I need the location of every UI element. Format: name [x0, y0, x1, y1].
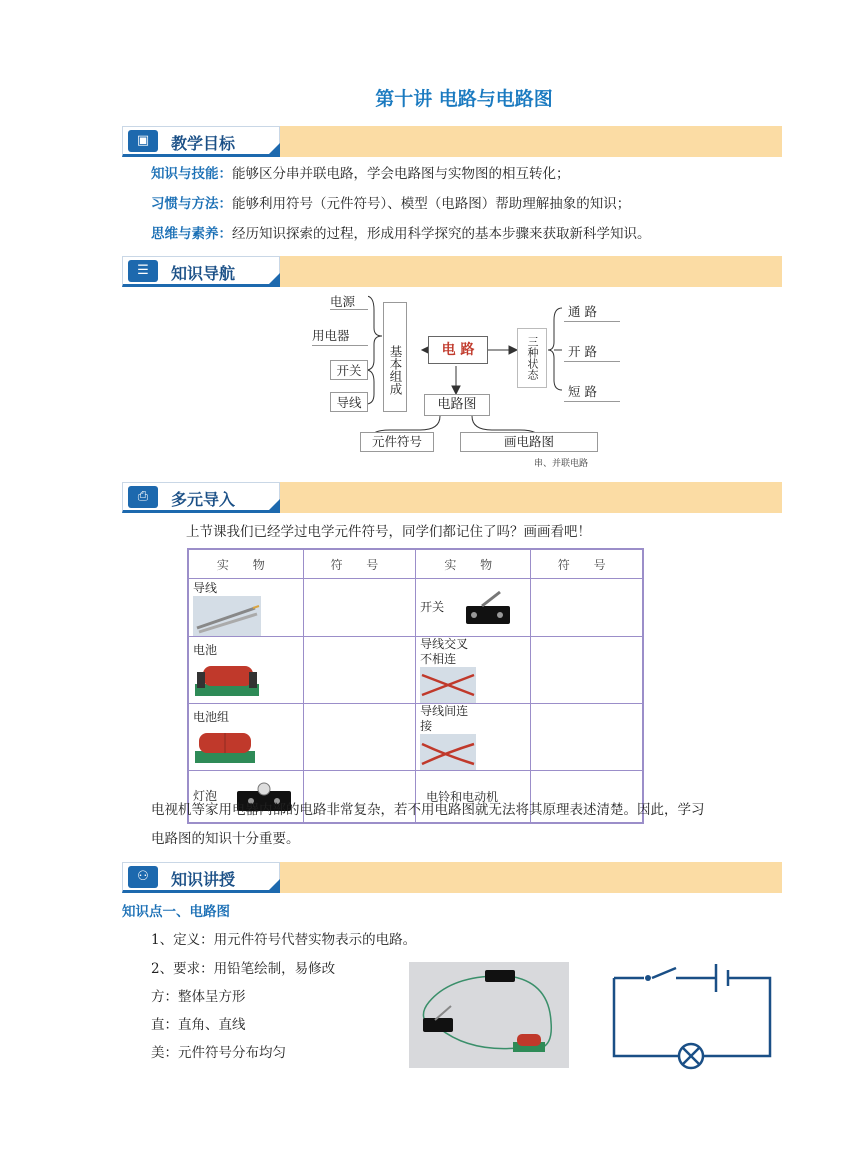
wire-photo [193, 596, 261, 636]
component-wire: 导线 [330, 392, 368, 412]
circuit-schematic [610, 960, 774, 1070]
table-row [188, 579, 643, 637]
screen-icon: ▣ [128, 130, 158, 152]
table-header: 符 号 [531, 549, 643, 579]
table-header: 实 物 [188, 549, 303, 579]
switch-photo [460, 588, 516, 628]
component-appliance: 用电器 [312, 326, 368, 346]
table-row [188, 637, 643, 704]
intro-paragraph: 电路图的知识十分重要。 [151, 831, 300, 847]
section-header-teach [122, 862, 782, 896]
circuit-photo [409, 962, 569, 1068]
battery-pack-photo [193, 725, 257, 767]
item-bell-motor: 电铃和电动机 [426, 789, 499, 804]
page-title: 第十讲 电路与电路图 [375, 88, 553, 110]
battery-photo [193, 658, 261, 700]
definition-line: 1、定义：用元件符号代替实物表示的电路。 [151, 932, 417, 948]
section-label: 知识讲授 [171, 870, 236, 889]
rule-straight: 直：直角、直线 [151, 1017, 246, 1033]
component-switch: 开关 [330, 360, 368, 380]
list-icon: ☰ [128, 260, 158, 282]
goal-line: 习惯与方法：能够利用符号（元件符号）、模型（电路图）帮助理解抽象的知识； [151, 196, 631, 212]
item-wire-cross: 导线交叉不相连 [420, 637, 469, 666]
item-switch: 开关 [420, 600, 445, 614]
item-bulb: 灯泡 [193, 788, 218, 803]
symbols-box: 元件符号 [360, 432, 434, 452]
table-header: 实 物 [416, 549, 531, 579]
item-wire-joined: 导线间连接 [420, 704, 469, 733]
section-header-intro [122, 482, 782, 516]
item-battery: 电池 [193, 642, 218, 657]
three-states: 三种状态 [517, 328, 547, 388]
wire-cross-photo [420, 667, 476, 703]
knowledge-point-title: 知识点一、电路图 [122, 904, 230, 920]
section-label: 教学目标 [171, 134, 236, 153]
table-header: 符 号 [303, 549, 416, 579]
state-open: 开 路 [564, 342, 620, 362]
item-wire: 导线 [193, 581, 218, 595]
section-header-goals [122, 126, 782, 160]
circuit-diagram-box: 电路图 [424, 394, 490, 416]
draw-diagram-box: 画电路图 [460, 432, 598, 452]
map-center: 电 路 [428, 336, 488, 364]
goal-line: 知识与技能：能够区分串并联电路，学会电路图与实物图的相互转化； [151, 166, 570, 182]
requirement-line: 2、要求：用铅笔绘制，易修改 [151, 961, 336, 977]
section-label: 多元导入 [171, 490, 236, 509]
intro-paragraph: 电视机等家用电器内部的电路非常复杂，若不用电路图就无法将其原理表述清楚。因此，学习 [151, 802, 705, 818]
draw-note: 串、并联电路 [534, 459, 589, 469]
knowledge-map [310, 290, 630, 468]
basic-composition: 基本组成 [383, 302, 407, 412]
intro-lead: 上节课我们已经学过电学元件符号，同学们都记住了吗？画画看吧！ [186, 524, 591, 540]
section-label: 知识导航 [171, 264, 236, 283]
state-closed: 通 路 [564, 302, 620, 322]
book-icon: ⎙ [128, 486, 158, 508]
people-icon: ⚇ [128, 866, 158, 888]
wire-joined-photo [420, 734, 476, 770]
component-power: 电源 [330, 292, 368, 310]
table-row [188, 704, 643, 771]
item-battery-pack: 电池组 [193, 709, 230, 724]
goal-line: 思维与素养：经历知识探索的过程，形成用科学探究的基本步骤来获取新科学知识。 [151, 226, 651, 242]
state-short: 短 路 [564, 382, 620, 402]
component-table [187, 548, 644, 824]
rule-square: 方：整体呈方形 [151, 989, 246, 1005]
section-header-nav [122, 256, 782, 290]
rule-neat: 美：元件符号分布均匀 [151, 1045, 286, 1061]
